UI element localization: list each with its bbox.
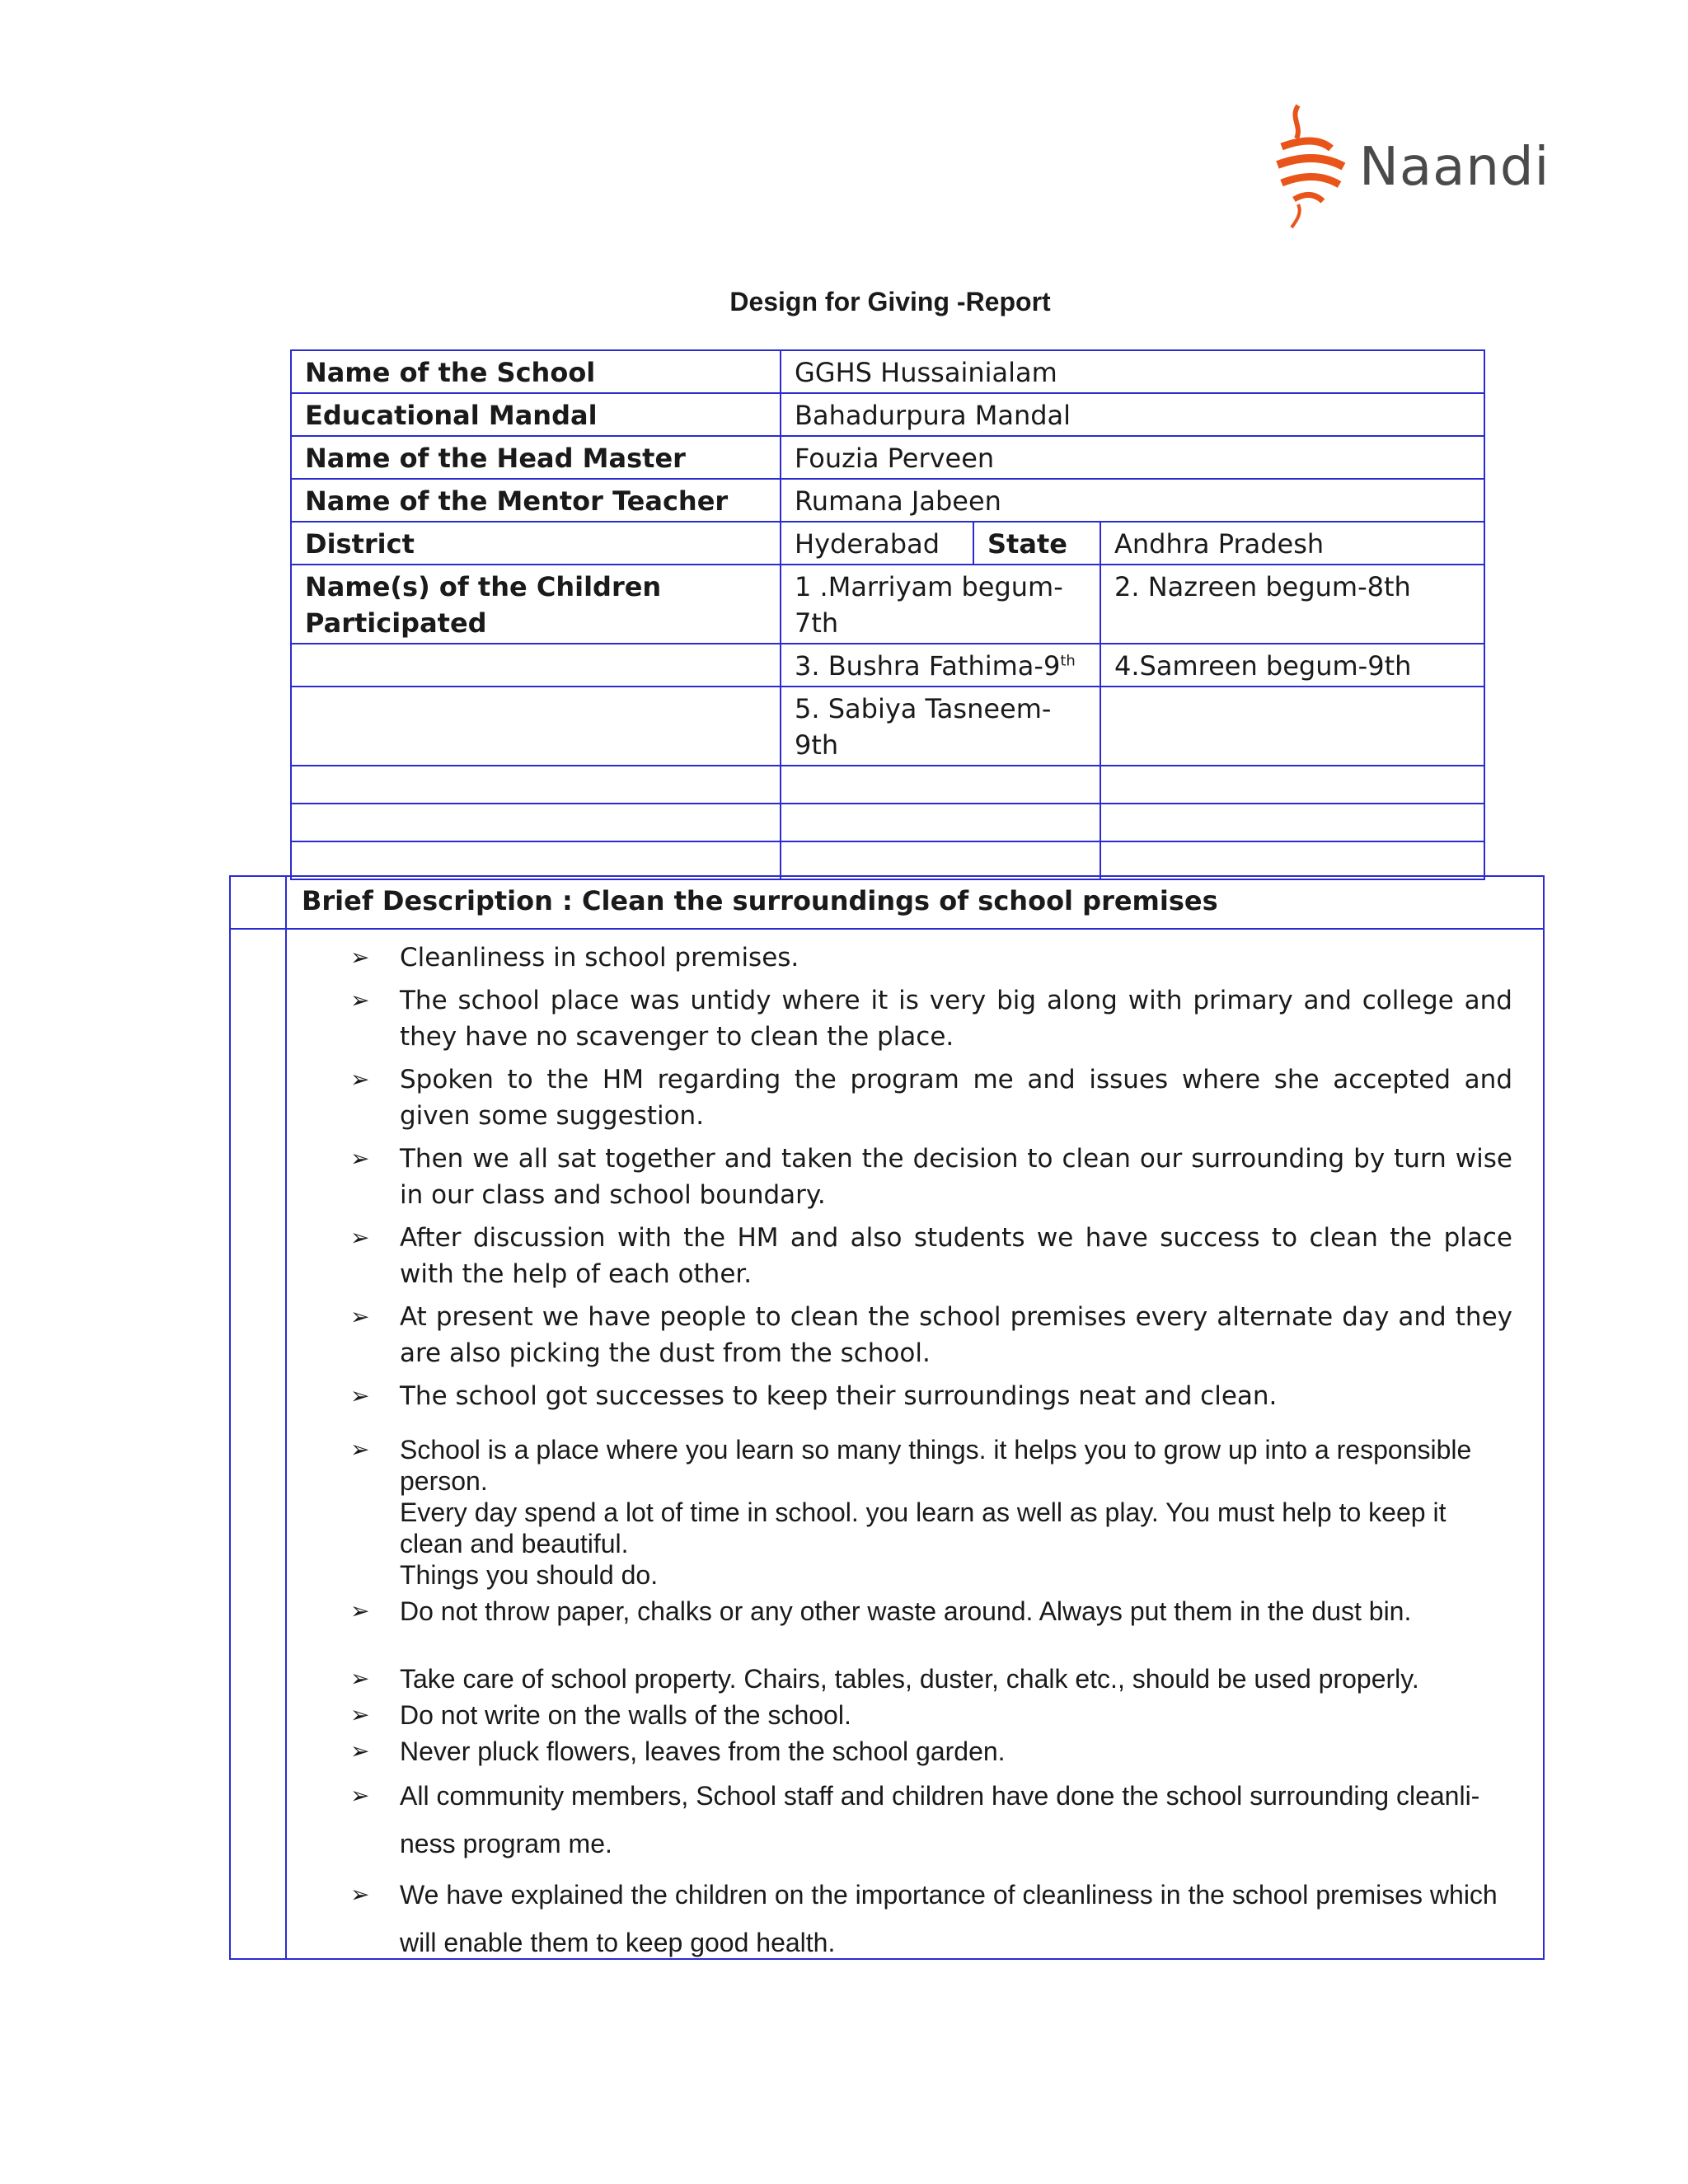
paragraph: Every day spend a lot of time in school. you learn as well as play. You must help to keep it clean and beautiful. [400, 1497, 1447, 1558]
child-4: 4.Samreen begum-9th [1100, 644, 1484, 687]
district-label: District [291, 522, 781, 565]
list-item: ➢ All community members, School staff and children have done the school surrounding cleanli-ness program me. [350, 1781, 1480, 1858]
school-label: Name of the School [291, 350, 781, 393]
table-row [291, 766, 1484, 804]
page-title: Design for Giving -Report [729, 287, 1051, 316]
child-3: 3. Bushra Fathima-9th [781, 644, 1100, 687]
list-item: ➢ Then we all sat together and taken the decision to clean our surrounding by turn wise in our class and school boundary. [350, 1144, 1512, 1210]
district-value: Hyderabad [781, 522, 973, 565]
list-item: ➢ Cleanliness in school premises. [350, 943, 799, 972]
table-row [291, 804, 1484, 841]
school-info-table [290, 349, 1485, 880]
child-1: 1 .Marriyam begum-7th [781, 565, 1100, 644]
head-master-value: Fouzia Perveen [781, 436, 1484, 479]
state-value: Andhra Pradesh [1100, 522, 1484, 565]
flame-icon [1273, 97, 1356, 229]
table-row [291, 479, 1484, 522]
table-row [291, 565, 1484, 644]
child-2: 2. Nazreen begum-8th [1100, 565, 1484, 644]
table-row [291, 522, 1484, 565]
list-item: ➢ Spoken to the HM regarding the program me and issues where she accepted and given some suggestion. [350, 1065, 1512, 1131]
list-item: ➢ The school got successes to keep their surroundings neat and clean. [350, 1381, 1278, 1411]
table-row [291, 393, 1484, 436]
table-row [291, 644, 1484, 687]
bullet-list [350, 936, 1512, 1966]
table-row [291, 687, 1484, 766]
description-heading: Brief Description : Clean the surroundings of school premises [302, 885, 1218, 916]
table-row [291, 841, 1484, 879]
list-item: ➢ Never pluck flowers, leaves from the school garden. [350, 1736, 1006, 1766]
table-row [291, 350, 1484, 393]
description-box [229, 875, 1545, 1960]
list-item: ➢ School is a place where you learn so many things. it helps you to grow up into a responsible person. [350, 1435, 1472, 1496]
children-label: Name(s) of the Children Participated [291, 565, 781, 644]
list-item: ➢ Do not throw paper, chalks or any other waste around. Always put them in the dust bin. [350, 1596, 1412, 1626]
table-row [291, 436, 1484, 479]
list-item: ➢ Do not write on the walls of the school. [350, 1700, 851, 1730]
state-label: State [973, 522, 1100, 565]
child-5: 5. Sabiya Tasneem-9th [781, 687, 1100, 766]
list-item: ➢ We have explained the children on the importance of cleanliness in the school premises which will enable them to keep good health. [350, 1880, 1498, 1957]
list-item: ➢ Take care of school property. Chairs, tables, duster, chalk etc., should be used properly. [350, 1664, 1419, 1694]
mentor-value: Rumana Jabeen [781, 479, 1484, 522]
mentor-label: Name of the Mentor Teacher [291, 479, 781, 522]
list-item: ➢ At present we have people to clean the school premises every alternate day and they are also picking the dust from the school. [350, 1302, 1512, 1368]
list-item: ➢ The school place was untidy where it is very big along with primary and college and they have no scavenger to clean the place. [350, 986, 1512, 1052]
school-value: GGHS Hussainialam [781, 350, 1484, 393]
logo-text: Naandi [1359, 137, 1550, 198]
paragraph: Things you should do. [400, 1560, 659, 1590]
mandal-value: Bahadurpura Mandal [781, 393, 1484, 436]
list-item: ➢ After discussion with the HM and also students we have success to clean the place with the help of each other. [350, 1223, 1512, 1289]
mandal-label: Educational Mandal [291, 393, 781, 436]
naandi-logo [1273, 97, 1550, 229]
head-master-label: Name of the Head Master [291, 436, 781, 479]
